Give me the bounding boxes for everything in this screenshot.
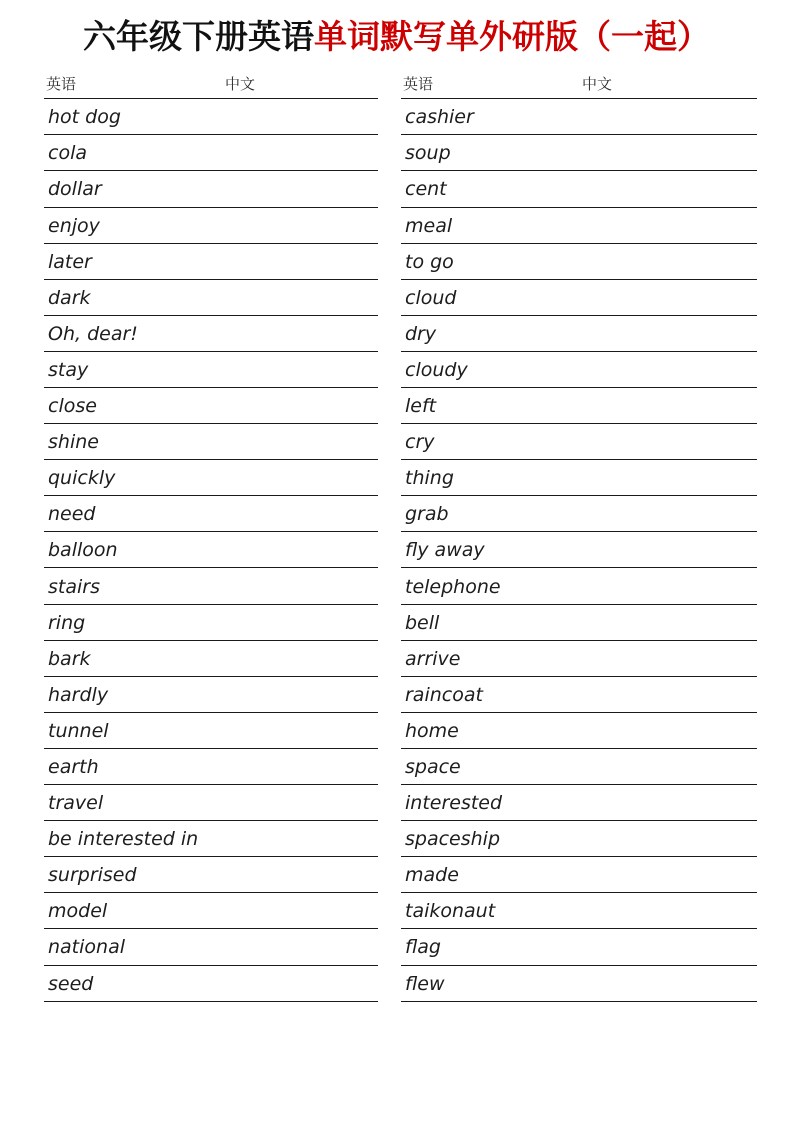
page-title <box>0 0 793 57</box>
english-word: cloudy <box>405 358 468 381</box>
vocab-row <box>44 532 378 568</box>
english-word: stay <box>48 358 89 381</box>
column-header-english: 英语 <box>403 75 434 94</box>
vocab-row <box>44 785 378 821</box>
page-title-red: 单词默写单外研版（一起） <box>314 18 710 55</box>
vocab-row <box>401 171 757 207</box>
english-word: stairs <box>48 575 100 598</box>
english-word: be interested in <box>48 828 199 851</box>
vocab-row <box>401 893 757 929</box>
vocab-row <box>401 605 757 641</box>
table-header-row <box>44 74 378 99</box>
english-word: fly away <box>405 539 485 562</box>
english-word: arrive <box>405 647 461 670</box>
vocab-row <box>44 460 378 496</box>
english-word: left <box>405 395 437 418</box>
english-word: grab <box>405 503 449 526</box>
vocab-row <box>401 929 757 965</box>
vocab-row <box>401 99 757 135</box>
vocab-row <box>401 568 757 604</box>
vocab-row <box>401 749 757 785</box>
vocab-row <box>44 929 378 965</box>
vocab-row <box>401 460 757 496</box>
vocab-row <box>401 532 757 568</box>
english-word: space <box>405 755 461 778</box>
vocab-row <box>401 641 757 677</box>
english-word: home <box>405 719 459 742</box>
vocab-row <box>401 496 757 532</box>
vocab-row <box>401 280 757 316</box>
english-word: dry <box>405 322 437 345</box>
english-word: seed <box>48 972 94 995</box>
table-header-row <box>401 74 757 99</box>
vocab-row <box>401 352 757 388</box>
english-word: cola <box>48 142 87 165</box>
vocab-table-left <box>44 74 378 1001</box>
vocab-row <box>401 785 757 821</box>
tables-container <box>0 74 793 1001</box>
word-rows-right <box>401 99 757 1001</box>
english-word: surprised <box>48 864 137 887</box>
vocab-row <box>44 280 378 316</box>
vocab-row <box>44 135 378 171</box>
vocab-row <box>44 244 378 280</box>
english-word: model <box>48 900 108 923</box>
english-word: travel <box>48 792 104 815</box>
english-word: ring <box>48 611 86 634</box>
english-word: balloon <box>48 539 118 562</box>
english-word: cent <box>405 178 447 201</box>
vocab-row <box>44 171 378 207</box>
column-header-chinese: 中文 <box>225 75 256 94</box>
vocab-row <box>401 244 757 280</box>
vocab-row <box>44 424 378 460</box>
column-header-chinese: 中文 <box>582 75 613 94</box>
english-word: thing <box>405 467 454 490</box>
vocab-row <box>44 316 378 352</box>
english-word: dollar <box>48 178 102 201</box>
vocab-row <box>401 208 757 244</box>
vocab-row <box>44 749 378 785</box>
english-word: dark <box>48 286 91 309</box>
vocab-row <box>44 966 378 1002</box>
english-word: spaceship <box>405 828 501 851</box>
page-title-black: 六年级下册英语 <box>83 18 314 55</box>
vocab-row <box>44 677 378 713</box>
vocab-row <box>44 641 378 677</box>
vocab-row <box>44 99 378 135</box>
english-word: taikonaut <box>405 900 496 923</box>
english-word: cloud <box>405 286 457 309</box>
english-word: enjoy <box>48 214 100 237</box>
column-header-english: 英语 <box>46 75 77 94</box>
english-word: to go <box>405 250 454 273</box>
english-word: national <box>48 936 126 959</box>
vocab-row <box>401 821 757 857</box>
english-word: later <box>48 250 92 273</box>
vocab-row <box>401 713 757 749</box>
english-word: Oh, dear! <box>48 322 138 345</box>
vocab-row <box>44 857 378 893</box>
vocab-row <box>401 388 757 424</box>
vocab-row <box>44 568 378 604</box>
vocab-row <box>44 893 378 929</box>
english-word: close <box>48 395 97 418</box>
english-word: earth <box>48 755 99 778</box>
english-word: bark <box>48 647 91 670</box>
english-word: cry <box>405 431 435 454</box>
vocab-row <box>44 388 378 424</box>
english-word: flag <box>405 936 441 959</box>
vocab-row <box>44 821 378 857</box>
english-word: meal <box>405 214 453 237</box>
english-word: soup <box>405 142 451 165</box>
vocab-row <box>401 857 757 893</box>
word-rows-left <box>44 99 378 1001</box>
english-word: bell <box>405 611 440 634</box>
english-word: interested <box>405 792 503 815</box>
english-word: raincoat <box>405 683 483 706</box>
english-word: hardly <box>48 683 109 706</box>
english-word: made <box>405 864 459 887</box>
english-word: shine <box>48 431 99 454</box>
english-word: tunnel <box>48 719 109 742</box>
english-word: quickly <box>48 467 116 490</box>
english-word: need <box>48 503 96 526</box>
english-word: hot dog <box>48 106 121 129</box>
vocab-row <box>401 966 757 1002</box>
english-word: flew <box>405 972 445 995</box>
vocab-row <box>44 496 378 532</box>
vocab-row <box>401 677 757 713</box>
vocab-row <box>44 713 378 749</box>
english-word: telephone <box>405 575 501 598</box>
vocab-row <box>401 316 757 352</box>
vocab-row <box>401 424 757 460</box>
english-word: cashier <box>405 106 474 129</box>
vocab-row <box>44 208 378 244</box>
vocab-row <box>44 605 378 641</box>
vocab-row <box>401 135 757 171</box>
vocab-table-right <box>401 74 757 1001</box>
vocab-row <box>44 352 378 388</box>
